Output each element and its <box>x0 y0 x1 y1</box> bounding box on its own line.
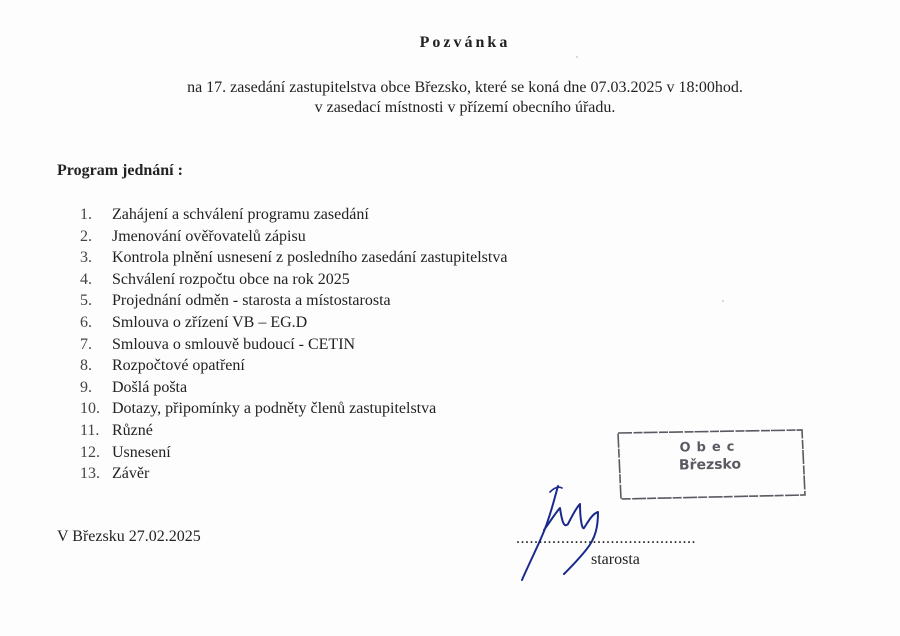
agenda-item-number: 6. <box>80 313 92 331</box>
agenda-item <box>80 312 507 334</box>
agenda-list <box>80 204 507 485</box>
agenda-item <box>80 269 507 291</box>
agenda-item-number: 11. <box>80 421 100 439</box>
agenda-item <box>80 420 507 442</box>
scan-speck <box>722 300 724 302</box>
agenda-item-number: 13. <box>80 465 100 483</box>
agenda-item <box>80 377 507 399</box>
agenda-item-text: Jmenování ověřovatelů zápisu <box>112 227 306 245</box>
agenda-item <box>80 442 507 464</box>
agenda-item-text: Schválení rozpočtu obce na rok 2025 <box>112 270 350 288</box>
agenda-item <box>80 290 507 312</box>
agenda-item-number: 8. <box>80 357 92 375</box>
agenda-item-number: 12. <box>80 443 100 461</box>
agenda-item-number: 1. <box>80 206 92 223</box>
agenda-item-text: Závěr <box>112 465 150 483</box>
signature-role: starosta <box>591 551 640 568</box>
agenda-item-text: Kontrola plnění usnesení z posledního zasedání zastupitelstva <box>112 249 508 267</box>
agenda-item-text: Usnesení <box>112 443 171 461</box>
agenda-item-number: 5. <box>80 292 92 310</box>
agenda-item-text: Dotazy, připomínky a podněty členů zastupitelstva <box>112 400 437 418</box>
agenda-item-text: Smlouva o smlouvě budoucí - CETIN <box>112 335 356 353</box>
agenda-item-text: Došlá pošta <box>112 378 188 396</box>
place-and-date: V Březsku 27.02.2025 <box>57 528 201 545</box>
agenda-item-text: Zahájení a schválení programu zasedání <box>112 206 369 223</box>
agenda-item-number: 7. <box>80 335 92 353</box>
agenda-item-text: Různé <box>112 421 153 439</box>
intro-line-1: na 17. zasedání zastupitelstva obce Březsko, které se koná dne 07.03.2025 v 18:00hod. <box>187 79 743 96</box>
agenda-item-text: Smlouva o zřízení VB – EG.D <box>112 313 308 331</box>
stamp-line-2: Březsko <box>678 456 742 474</box>
scan-speck <box>576 56 578 58</box>
agenda-item <box>80 463 507 485</box>
agenda-item <box>80 226 507 248</box>
agenda-item <box>80 398 507 420</box>
agenda-item-number: 10. <box>80 400 100 418</box>
stamp-line-1: Obec <box>679 439 741 456</box>
agenda-item-number: 9. <box>80 378 92 396</box>
signature-line: ........................................ <box>516 530 696 547</box>
agenda-item-number: 2. <box>80 227 92 245</box>
agenda-item-number: 4. <box>80 270 92 288</box>
agenda-item <box>80 247 507 269</box>
agenda-item <box>80 355 507 377</box>
agenda-item <box>80 334 507 356</box>
agenda-item-text: Rozpočtové opatření <box>112 357 245 375</box>
agenda-item-number: 3. <box>80 249 92 267</box>
document-title: Pozvánka <box>419 34 511 51</box>
program-heading: Program jednání : <box>57 162 183 179</box>
intro-line-2: v zasedací místnosti v přízemí obecního úřadu. <box>314 99 616 116</box>
agenda-item <box>80 204 507 226</box>
agenda-item-text: Projednání odměn - starosta a místostarosta <box>112 292 391 310</box>
